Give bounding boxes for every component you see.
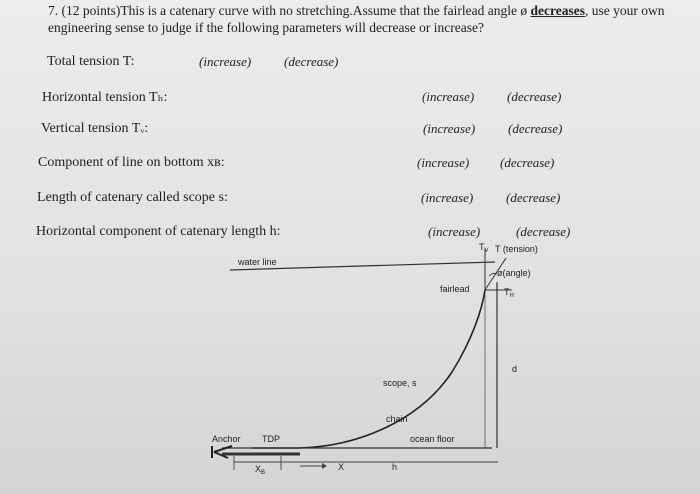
option-decrease[interactable]: (decrease) bbox=[508, 121, 563, 136]
anchor-label: Anchor bbox=[212, 434, 241, 444]
tv-label: $T_V$ bbox=[479, 242, 489, 254]
catenary-curve bbox=[252, 290, 485, 448]
option-decrease[interactable]: (decrease) bbox=[516, 224, 571, 239]
question-emphasis: decreases bbox=[530, 3, 585, 18]
fairlead-label: fairlead bbox=[440, 284, 470, 294]
option-increase[interactable]: (increase) bbox=[417, 155, 470, 170]
param-label: Total tension T: bbox=[47, 54, 135, 69]
option-decrease[interactable]: (decrease) bbox=[506, 190, 561, 205]
xb-label: $X_B$ bbox=[255, 464, 266, 476]
param-label: Component of line on bottom xʙ: bbox=[38, 155, 225, 170]
param-label: Horizontal component of catenary length h: bbox=[36, 224, 281, 239]
water-line-label: water line bbox=[238, 257, 277, 267]
param-label: Length of catenary called scope s: bbox=[37, 190, 228, 205]
scope-label: scope, s bbox=[383, 378, 417, 388]
angle-label: ø(angle) bbox=[497, 268, 531, 278]
question-prefix: 7. (12 points)This is a catenary curve with no stretching.Assume that the fairlead angle ø bbox=[48, 3, 531, 18]
option-increase[interactable]: (increase) bbox=[422, 89, 475, 104]
option-increase[interactable]: (increase) bbox=[199, 54, 252, 69]
tension-label: T (tension) bbox=[495, 244, 538, 254]
option-decrease[interactable]: (decrease) bbox=[284, 54, 339, 69]
th-label: $T_H$ bbox=[504, 287, 514, 299]
x-label: X bbox=[338, 462, 345, 472]
option-increase[interactable]: (increase) bbox=[423, 121, 476, 136]
option-increase[interactable]: (increase) bbox=[428, 224, 481, 239]
angle-arc bbox=[489, 273, 497, 276]
x-arrow-head bbox=[322, 463, 327, 469]
option-decrease[interactable]: (decrease) bbox=[507, 89, 562, 104]
param-label: Horizontal tension Tₕ: bbox=[42, 90, 168, 105]
h-label: h bbox=[392, 462, 398, 472]
param-label: Vertical tension Tᵥ: bbox=[41, 121, 149, 136]
chain-label: chain bbox=[386, 414, 408, 424]
option-increase[interactable]: (increase) bbox=[421, 190, 474, 205]
question-suffix: , use your own engineering sense to judge if the following parameters will decrease or increase? bbox=[48, 3, 665, 35]
depth-label: d bbox=[512, 364, 518, 374]
ocean-floor-label: ocean floor bbox=[410, 434, 455, 444]
tdp-label: TDP bbox=[262, 434, 280, 444]
option-decrease[interactable]: (decrease) bbox=[500, 155, 555, 170]
